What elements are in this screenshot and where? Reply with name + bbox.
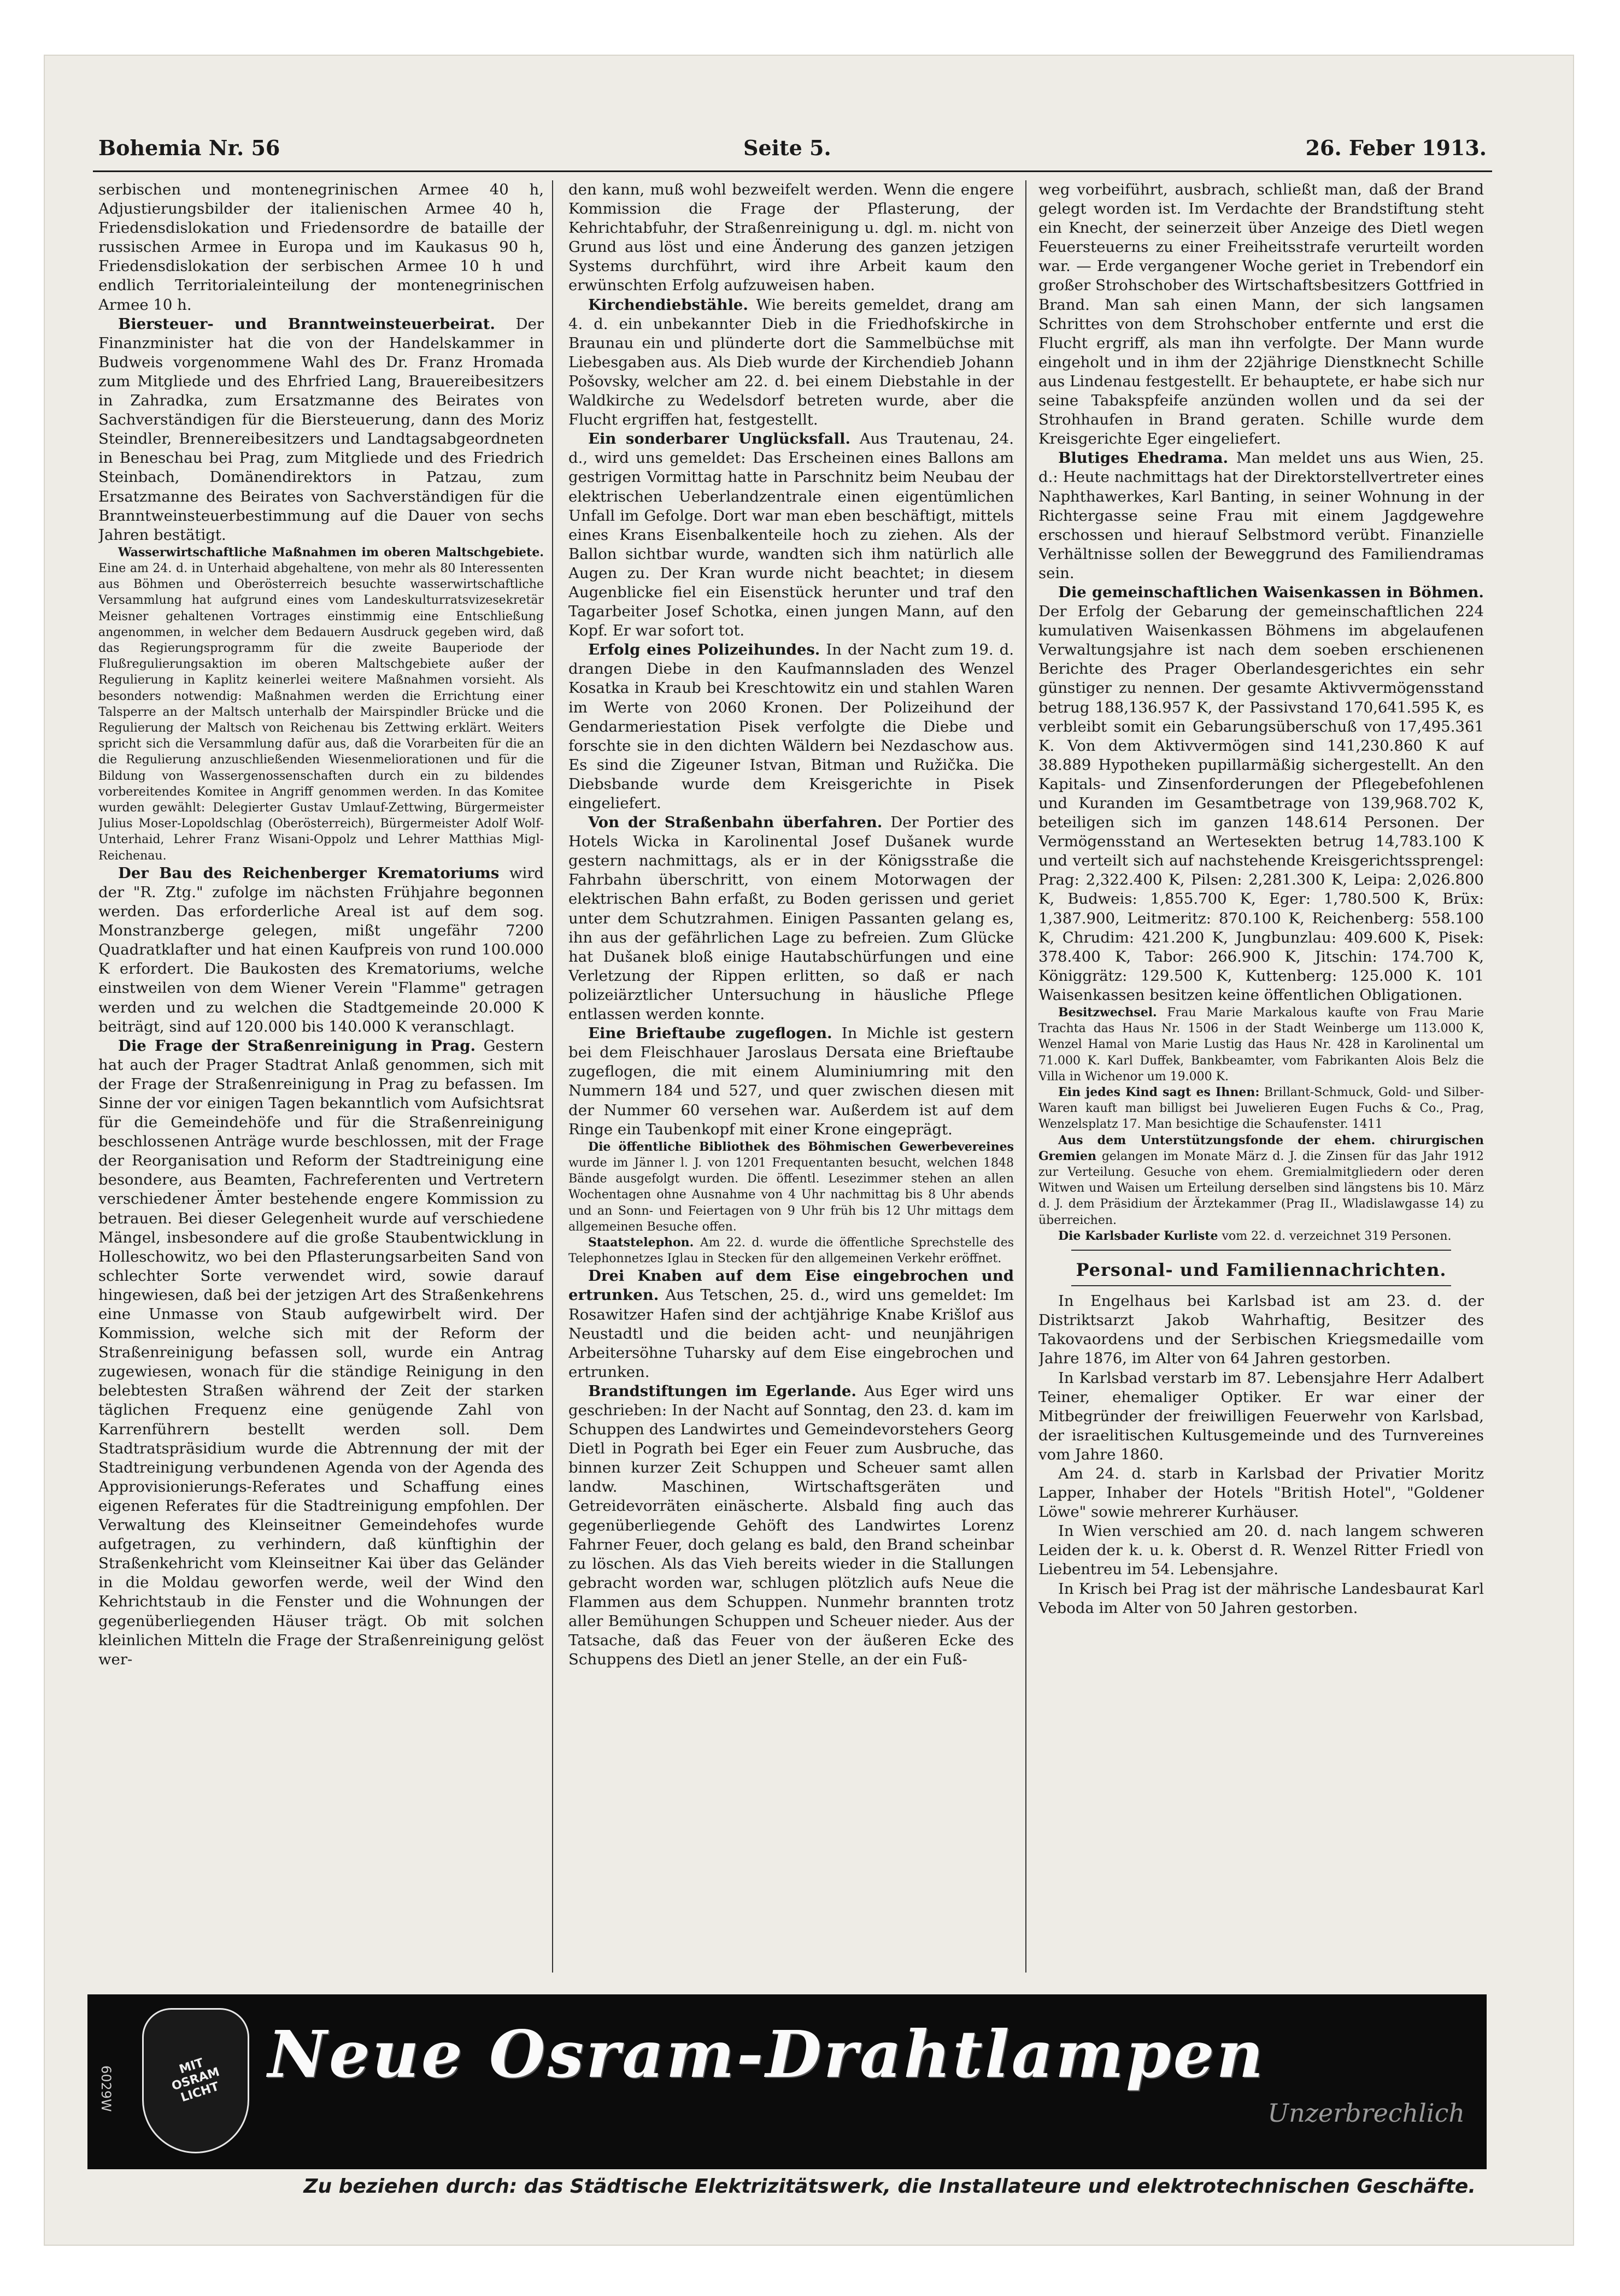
article-text: Am 24. d. starb in Karlsbad der Privatier Moritz Lapper, Inhaber der Hotels "British Hotel", "Goldener Löwe" sowie mehrerer Kurhäuser.	[1038, 1465, 1484, 1521]
ad-footer	[87, 2172, 1487, 2205]
header-rule	[93, 170, 1492, 172]
article-text: wird der "R. Ztg." zufolge im nächsten Frühjahre begonnen werden. Das erforderliche Areal ist auf dem sog. Monstranzberge gelegen, mißt ungefähr 7200 Quadratklafter und hat einen Kaufpreis von rund 100.000 K erfordert. Die Baukosten des Krematoriums, welche einstweilen von dem Wiener Verein "Flamme" getragen werden und zu welchen die Stadtgemeinde 20.000 K beiträgt, sind auf 120.000 bis 140.000 K veranschlagt.	[98, 864, 544, 1035]
article-text: Frau Marie Markalous kaufte von Frau Marie Trachta das Haus Nr. 1506 in der Stadt Weinberge um 113.000 K, Wenzel Hamal von Marie Lustig das Haus Nr. 428 in Karolinental um 71.000 K. Karl Duffek, Bankbeamter, vom Fabrikanten Alois Belz die Villa in Wichenor um 19.000 K.	[1038, 1006, 1484, 1084]
article-headline: Biersteuer- und Branntweinsteuerbeirat.	[118, 315, 495, 333]
page-number: Seite 5.	[743, 136, 831, 160]
article-paragraph	[568, 640, 1014, 813]
article-text: serbischen und montenegrinischen Armee 40 h, Adjustierungsbilder der italienischen Armee 40 h, Friedensdislokation und Friedensordre de bataille der russischen Armee in Europa und im Kaukasus 90 h, Friedensdislokation der serbischen Armee 10 h und endlich Territorialeinteilung der montenegrinischen Armee 10 h.	[98, 181, 544, 314]
article-headline: Drei Knaben auf dem Eise eingebrochen und ertrunken.	[568, 1267, 1014, 1304]
article-headline: Ein sonderbarer Unglücksfall.	[588, 430, 851, 448]
article-text: Der Erfolg der Gebarung der gemeinschaftlichen 224 kumulativen Waisenkassen Böhmens im abgelaufenen Verwaltungsjahre ist nach dem soeben erschienenen Berichte des Prager Oberlandesgerichtes ein sehr günstiger zu nennen. Der gesamte Aktivvermögensstand betrug 188,136.957 K, der Passivstand 170,641.595 K, es verbleibt somit ein Gebarungsüberschuß von 17,495.361 K. Von dem Aktivvermögen sind 141,230.860 K auf 38.889 Hypotheken pupillarmäßig sichergestellt. An den Kapitals- und Zinsenforderungen der Pflegebefohlenen und Kuranden im Gesamtbetrage von 139,968.702 K, beteiligen sich im ganzen 148.614 Personen. Der Vermögensstand an Wertesekten betrug 14,783.100 K und verteilt sich auf nachstehende Kreisgerichtssprengel: Prag: 2,322.400 K, Pilsen: 2,281.300 K, Leipa: 2,026.800 K, Budweis: 1,855.700 K, Eger: 1,780.500 K, Brüx: 1,387.900, Leitmeritz: 870.100 K, Reichenberg: 558.100 K, Chrudim: 421.200 K, Jungbunzlau: 409.600 K, Pisek: 378.400 K, Tabor: 266.900 K, Jitschin: 174.700 K, Königgrätz: 129.500 K, Kuttenberg: 125.000 K. 101 Waisenkassen besitzen keine öffentlichen Obligationen.	[1038, 603, 1484, 1004]
article-headline: Aus dem Unterstützungsfonde der ehem. chirurgischen Gremien	[1038, 1133, 1484, 1163]
article-column	[98, 180, 544, 2005]
article-headline: Die Frage der Straßenreinigung in Prag.	[118, 1037, 476, 1055]
article-paragraph	[1038, 583, 1484, 1005]
article-headline: Die gemeinschaftlichen Waisenkassen in Böhmen.	[1058, 583, 1484, 601]
article-text: den kann, muß wohl bezweifelt werden. Wenn die engere Kommission die Frage der Pflasterung, der Kehrichtabfuhr, der Straßenreinigung u. dgl. m. nicht von Grund aus löst und eine Änderung des ganzen jetzigen Systems durchführt, wird ihre Arbeit kaum den erwünschten Erfolg aufzuweisen haben.	[568, 181, 1014, 295]
article-paragraph	[568, 1024, 1014, 1139]
article-text: Eine am 24. d. in Unterhaid abgehaltene, von mehr als 80 Interessenten aus Böhmen und Oberösterreich besuchte wasserwirtschaftliche Versammlung hat aufgrund eines vom Landeskulturratsvizesekretär Meisner gehaltenen Vortrages einstimmig eine Entschließung angenommen, in welcher dem Bedauern Ausdruck gegeben wird, daß das Regierungsprogramm für die zweite Bauperiode der Flußregulierungsaktion im oberen Maltschgebiete außer der Regulierung in Kaplitz keinerlei weitere Maßnahmen vorsieht. Als besonders notwendig: Maßnahmen werden die Errichtung einer Talsperre an der Maltsch unterhalb der Mairspindler Brücke und die Regulierung der Maltsch von Reichenau bis Zettwing erklärt. Weiters spricht sich die Versammlung dafür aus, daß die Vorarbeiten für die an die Regulierung anzuschließenden Wiesenmeliorationen und für die Bildung von Wassergenossenschaften durch ein zu bildendes vorbereitendes Komitee in Angriff genommen werden. In das Komitee wurden gewählt: Delegierter Gustav Umlauf-Zettwing, Bürgermeister Julius Moser-Lopoldschlag (Oberösterreich), Bürgermeister Adolf Wolf-Unterhaid, Lehrer Franz Wisani-Oppolz und Lehrer Matthias Migl-Reichenau.	[98, 561, 544, 863]
article-text: Aus Eger wird uns geschrieben: In der Nacht auf Sonntag, den 23. d. kam im Schuppen des Landwirtes und Gemeindevorstehers Georg Dietl in Pograth bei Eger ein Feuer zum Ausbruche, das binnen kurzer Zeit Schuppen und Scheuer samt allen landw. Maschinen, Wirtschaftsgeräten und Getreidevorräten einäscherte. Alsbald fing auch das gegenüberliegende Gehöft des Landwirtes Lorenz Fahrner Feuer, doch gelang es bald, den Brand scheinbar zu löschen. Als das Vieh bereits wieder in die Stallungen gebracht worden war, schlugen plötzlich aufs Neue die Flammen aus dem Schuppen. Nunmehr brannten trotz aller Bemühungen Schuppen und Scheuer nieder. Aus der Tatsache, daß das Feuer von der äußeren Ecke des Schuppens des Dietl an jener Stelle, an der ein Fuß-	[568, 1382, 1014, 1669]
ad-headline: Neue Osram-Drahtlampen	[268, 2016, 1266, 2092]
article-paragraph	[568, 1267, 1014, 1382]
article-text: Brillant-Schmuck, Gold- und Silber-Waren kauft man billigst bei Juwelieren Eugen Fuchs & Co., Prag, Wenzelsplatz 17. Man besichtige die Schaufenster. 1411	[1038, 1086, 1484, 1132]
article-text: In der Nacht zum 19. d. drangen Diebe in den Kaufmannsladen des Wenzel Kosatka in Kraub bei Kreschtowitz ein und stahlen Waren im Werte von 2060 Kronen. Der Polizeihund der Gendarmeriestation Pisek verfolgte die Diebe und forschte sie in den dichten Wäldern bei Nezdaschow aus. Es sind die Zigeuner Istvan, Bitman und Ružička. Die Diebsbande wurde dem Kreisgerichte in Pisek eingeliefert.	[568, 641, 1014, 812]
page-header	[98, 136, 1487, 168]
article-paragraph	[1038, 1228, 1484, 1244]
section-rule	[1071, 1285, 1451, 1286]
article-text: Der Portier des Hotels Wicka in Karolinental Josef Dušanek wurde gestern nachmittags, als er in der Königsstraße die Fahrbahn überschritt, von einem Motorwagen der elektrischen Bahn erfaßt, zu Boden gerissen und geriet unter dem Schutzrahmen. Einigen Passanten gelang es, ihn aus der gefährlichen Lage zu befreien. Zum Glücke hat Dušanek bloß einige Hautabschürfungen und eine Verletzung der Rippen erlitten, so daß er nach polizeiärztlicher Untersuchung in häusliche Pflege entlassen werden konnte.	[568, 814, 1014, 1023]
issue-date: 26. Feber 1913.	[1305, 136, 1487, 160]
article-headline: Besitzwechsel.	[1058, 1005, 1157, 1020]
article-paragraph	[98, 864, 544, 1037]
article-text: Aus Trautenau, 24. d., wird uns gemeldet: Das Erscheinen eines Ballons am gestrigen Vormittag hatte in Parschnitz beim Neubau der elektrischen Ueberlandzentrale einen eigentümlichen Unfall im Gefolge. Dort war man eben beschäftigt, mittels eines Krans Eisenbalkenteile hoch zu ziehen. Als der Ballon sichtbar wurde, wandten sich ihm natürlich alle Augen zu. Der Kran wurde nicht beachtet; in diesem Augenblicke fiel ein Eisenstück herunter und traf den Tagarbeiter Josef Schotka, einen jungen Mann, auf den Kopf. Er war sofort tot.	[568, 430, 1014, 640]
article-paragraph	[568, 813, 1014, 1024]
article-paragraph	[568, 429, 1014, 640]
article-headline: Kirchendiebstähle.	[588, 296, 748, 314]
article-paragraph	[1038, 1292, 1484, 1368]
article-text: gelangen im Monate März d. J. die Zinsen für das Jahr 1912 zur Verteilung. Gesuche von ehem. Gremialmitgliedern oder deren Witwen und Waisen um Erteilung derselben sind längstens bis 10. März d. J. dem Präsidium der Ärztekammer (Prag II., Wladislawgasse 14) zu überreichen.	[1038, 1149, 1484, 1227]
article-paragraph	[1038, 180, 1484, 449]
article-paragraph	[568, 1139, 1014, 1235]
article-headline: Wasserwirtschaftliche Maßnahmen im oberen Maltschgebiete.	[118, 545, 544, 560]
ad-tagline: Unzerbrechlich	[1267, 2098, 1465, 2128]
article-text: wurde im Jänner l. J. von 1201 Frequentanten besucht, welchen 1848 Bände ausgefolgt wurden. Die öffentl. Lesezimmer stehen an allen Wochentagen ohne Ausnahme von 4 Uhr nachmittag bis 8 Uhr abends und an Sonn- und Feiertagen von 9 Uhr früh bis 12 Uhr mittags dem allgemeinen Besuche offen.	[568, 1156, 1014, 1234]
article-text: Aus Tetschen, 25. d., wird uns gemeldet: Im Rosawitzer Hafen sind der achtjährige Knabe Krišlof aus Neustadtl und die beiden acht- und neunjährigen Arbeitersöhne Tuharsky auf dem Eise eingebrochen und ertrunken.	[568, 1286, 1014, 1381]
article-paragraph	[1038, 1005, 1484, 1085]
column-divider	[552, 180, 553, 1973]
osram-advertisement	[87, 1994, 1487, 2169]
article-paragraph	[98, 180, 544, 315]
article-text: In Engelhaus bei Karlsbad ist am 23. d. der Distriktsarzt Jakob Wahrhaftig, Besitzer des Takovaordens und der Serbischen Kriegsmedaille vom Jahre 1876, im Alter von 64 Jahren gestorben.	[1038, 1292, 1484, 1368]
article-paragraph	[1038, 1580, 1484, 1618]
article-paragraph	[1038, 1085, 1484, 1133]
article-paragraph	[98, 1037, 544, 1669]
article-headline: Blutiges Ehedrama.	[1058, 449, 1229, 467]
section-heading: Personal- und Familiennachrichten.	[1076, 1259, 1447, 1281]
article-text: Gestern hat auch der Prager Stadtrat Anlaß genommen, sich mit der Frage der Straßenreinigung in Prag zu befassen. Im Sinne der vor einigen Tagen bekanntlich vom Aufsichtsrat für die Gemeindehöfe und für die Straßenreinigung beschlossenen Anträge wurde beschlossen, mit der Frage der Reorganisation und Reform der Stadtreinigung eine besondere, aus Beamten, Fachreferenten und Vertretern verschiedener Ämter bestehende engere Kommission zu betrauen. Bei dieser Gelegenheit wurde auf verschiedene Mängel, insbesondere auf die große Staubentwicklung in Holleschowitz, wo bei den Pflasterungsarbeiten Sand von schlechter Sorte verwendet wird, sowie darauf hingewiesen, daß bei der jetzigen Art des Straßenkehrens eine Unmasse von Staub aufgewirbelt wird. Der Kommission, welche sich mit der Reform der Straßenreinigung befassen soll, wurde ein Antrag zugewiesen, wonach für die ständige Reinigung in den belebtesten Straßen während der Zeit der starken täglichen Frequenz eine genügende Zahl von Karrenführern bestellt werden soll. Dem Stadtratspräsidium wurde die Abtrennung der mit der Stadtreinigung verbundenen Agenda von der Agenda des Approvisionierungs-Referates und Schaffung eines eigenen Referates für die Stadtreinigung empfohlen. Der Verwaltung des Kleinseitner Gemeindehofes wurde aufgetragen, zu verhindern, daß künftighin der Straßenkehricht vom Kleinseitner Kai über das Geländer in die Moldau geworfen werde, weil der Wind den Kehrichtstaub in die Fenster und die Wohnungen der gegenüberliegenden Häuser trägt. Ob mit solchen kleinlichen Mitteln die Frage der Straßenreinigung gelöst wer-	[98, 1037, 544, 1668]
article-paragraph	[1038, 1369, 1484, 1464]
article-paragraph	[1038, 1464, 1484, 1522]
article-paragraph	[568, 296, 1014, 430]
article-text: In Karlsbad verstarb im 87. Lebensjahre Herr Adalbert Teiner, ehemaliger Optiker. Er war einer der Mitbegründer der freiwilligen Feuerwehr von Karlsbad, der israelitischen Kultusgemeinde und des Turnvereines vom Jahre 1860.	[1038, 1369, 1484, 1463]
bulb-label: MIT OSRAM LICHT	[170, 2056, 221, 2105]
article-paragraph	[98, 315, 544, 545]
article-headline: Brandstiftungen im Egerlande.	[588, 1382, 856, 1400]
article-text: Man meldet uns aus Wien, 25. d.: Heute nachmittags hat der Direktorstellvertreter eines Naphthawerkes, Karl Banting, in seiner Wohnung in der Richtergasse seine Frau mit einem Jagdgewehre erschossen und hierauf Selbstmord verübt. Finanzielle Verhältnisse sollen der Beweggrund des Familiendramas sein.	[1038, 449, 1484, 582]
article-headline: Eine Brieftaube zugeflogen.	[588, 1025, 832, 1043]
article-headline: Erfolg eines Polizeihundes.	[588, 641, 820, 659]
article-text: In Michle ist gestern bei dem Fleischhauer Jaroslaus Dersata eine Brieftaube zugeflogen, die mit einem Aluminiumring mit den Nummern 184 und 527, und quer zwischen diesen mit der Nummer 60 versehen war. Außerdem ist auf dem Ringe ein Taubenkopf mit einer Krone eingeprägt.	[568, 1025, 1014, 1138]
article-paragraph	[1038, 1133, 1484, 1228]
article-paragraph	[1038, 449, 1484, 583]
article-paragraph	[98, 545, 544, 864]
section-rule	[1071, 1250, 1451, 1251]
ad-code: 6029W	[98, 2065, 114, 2112]
publication-issue: Bohemia Nr. 56	[98, 136, 280, 160]
article-column	[1038, 180, 1484, 2005]
article-column	[568, 180, 1014, 2005]
article-text: Der Finanzminister hat die von der Handelskammer in Budweis vorgenommene Wahl des Dr. Franz Hromada zum Mitgliede und des Ehrfried Lang, Brauereibesitzers in Zahradka, zum Ersatzmanne des Beirates von Sachverständigen für die Biersteuerung, dann des Moriz Steindler, Brennereibesitzers und Landtagsabgeordneten in Beneschau bei Prag, zum Mitgliede und des Friedrich Steinbach, Domänendirektors in Patzau, zum Ersatzmanne des Beirates von Sachverständigen für die Branntweinsteuerbestimmung auf die Dauer von sechs Jahren bestätigt.	[98, 315, 544, 544]
article-paragraph	[568, 180, 1014, 296]
article-headline: Ein jedes Kind sagt es Ihnen:	[1058, 1085, 1260, 1100]
article-paragraph	[568, 1235, 1014, 1267]
article-text: In Wien verschied am 20. d. nach langem schweren Leiden der k. u. k. Oberst d. R. Wenzel Ritter Friedl von Liebentreu im 54. Lebensjahre.	[1038, 1522, 1484, 1579]
article-text: Am 22. d. wurde die öffentliche Sprechstelle des Telephonnetzes Iglau in Stecken für den allgemeinen Verkehr eröffnet.	[568, 1235, 1014, 1266]
article-text: vom 22. d. verzeichnet 319 Personen.	[1222, 1229, 1452, 1243]
article-text: Wie bereits gemeldet, drang am 4. d. ein unbekannter Dieb in die Friedhofskirche in Braunau ein und plünderte dort die Sammelbüchse mit Liebesgaben aus. Als Dieb wurde der Kirchendieb Johann Pošovsky, welcher am 22. d. bei einem Diebstahle in der Waldkirche zu Wedelsdorf betreten wurde, aber die Flucht ergriffen hat, festgestellt.	[568, 296, 1014, 429]
article-headline: Der Bau des Reichenberger Krematoriums	[118, 864, 500, 882]
ad-footer-text: Zu beziehen durch: das Städtische Elektrizitätswerk, die Installateure und elektrotechnischen Geschäfte.	[303, 2175, 1476, 2198]
article-headline: Die Karlsbader Kurliste	[1058, 1228, 1218, 1243]
article-paragraph	[568, 1382, 1014, 1669]
article-paragraph	[1038, 1522, 1484, 1579]
article-headline: Die öffentliche Bibliothek des Böhmischen Gewerbevereines	[588, 1139, 1014, 1154]
column-divider	[1025, 180, 1026, 1973]
article-text: In Krisch bei Prag ist der mährische Landesbaurat Karl Veboda im Alter von 50 Jahren gestorben.	[1038, 1580, 1484, 1617]
article-headline: Von der Straßenbahn überfahren.	[588, 814, 883, 832]
article-headline: Staatstelephon.	[588, 1235, 694, 1250]
lightbulb-icon	[142, 2008, 249, 2153]
article-text: weg vorbeiführt, ausbrach, schließt man, daß der Brand gelegt worden ist. Im Verdachte der Brandstiftung steht ein Knecht, der seinerzeit über Anzeige des Dietl wegen Feuersteuerns zu einer Freiheitsstrafe verurteilt worden war. — Erde vergangener Woche geriet in Trebendorf ein großer Strohschober des Wirtschaftsbesitzers Gottfried in Brand. Man sah einen Mann, der sich langsamen Schrittes von dem Strohschober entfernte und erst die Flucht ergriff, als man ihn verfolgte. Der Mann wurde eingeholt und in ihm der 22jährige Dienstknecht Schille aus Lindenau festgestellt. Er behauptete, er habe sich nur seine Tabakspfeife anzünden wollen und da sei der Strohhaufen in Brand geraten. Schille wurde dem Kreisgerichte Eger eingeliefert.	[1038, 181, 1484, 448]
